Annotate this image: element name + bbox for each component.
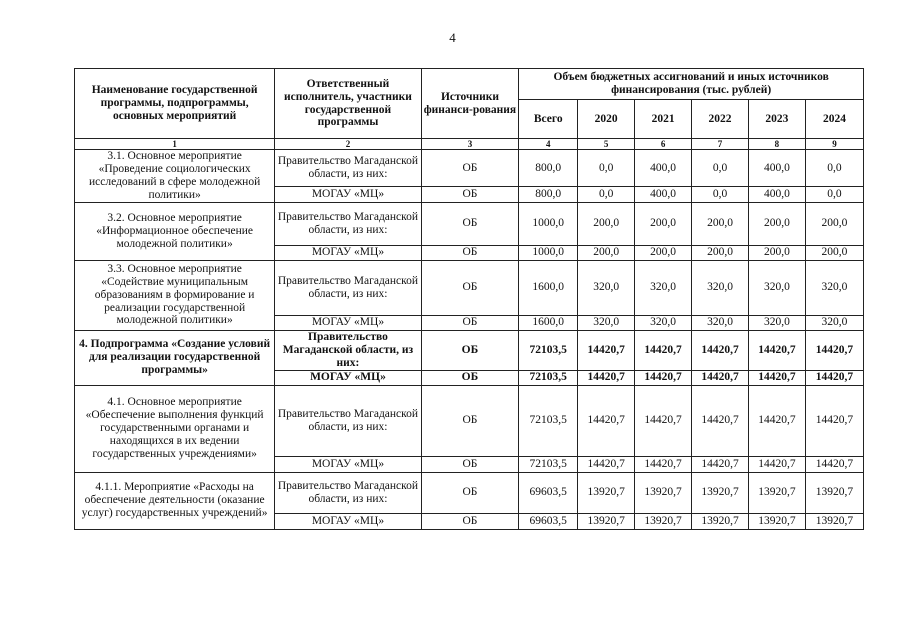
row-source: ОБ [421, 150, 519, 187]
value-cell: 14420,7 [805, 370, 863, 385]
value-cell: 200,0 [748, 202, 805, 245]
table-row [75, 385, 864, 456]
row-source: ОБ [421, 330, 519, 370]
value-cell: 200,0 [748, 245, 805, 260]
value-cell: 72103,5 [519, 385, 578, 456]
column-number: 1 [75, 139, 275, 150]
table-row [75, 260, 864, 315]
row-name: 4. Подпрограмма «Создание условий для реализации государственной программы» [75, 330, 275, 385]
header-responsible: Ответственный исполнитель, участники государственной программы [275, 69, 421, 139]
value-cell: 14420,7 [635, 370, 692, 385]
value-cell: 800,0 [519, 187, 578, 202]
page-number: 4 [449, 30, 456, 45]
value-cell: 400,0 [748, 150, 805, 187]
column-number: 6 [635, 139, 692, 150]
row-source: ОБ [421, 456, 519, 472]
column-number: 4 [519, 139, 578, 150]
value-cell: 72103,5 [519, 370, 578, 385]
row-responsible: Правительство Магаданской области, из них: [275, 260, 421, 315]
header-sources: Источники финанси-рования [421, 69, 519, 139]
row-source: ОБ [421, 472, 519, 513]
row-source: ОБ [421, 385, 519, 456]
column-number: 3 [421, 139, 519, 150]
value-cell: 13920,7 [635, 513, 692, 529]
value-cell: 72103,5 [519, 456, 578, 472]
header-name: Наименование государственной программы, подпрограммы, основных мероприятий [75, 69, 275, 139]
row-name: 3.3. Основное мероприятие «Содействие муниципальным образованиям в формирование и реализации государственной молодежной политики» [75, 260, 275, 330]
value-cell: 320,0 [748, 315, 805, 330]
value-cell: 200,0 [578, 202, 635, 245]
value-cell: 200,0 [805, 202, 863, 245]
value-cell: 200,0 [692, 202, 749, 245]
value-cell: 13920,7 [692, 472, 749, 513]
row-responsible: Правительство Магаданской области, из них: [275, 150, 421, 187]
row-source: ОБ [421, 513, 519, 529]
header-year: 2022 [692, 100, 749, 139]
table-row [75, 150, 864, 187]
row-source: ОБ [421, 187, 519, 202]
row-responsible: МОГАУ «МЦ» [275, 187, 421, 202]
value-cell: 13920,7 [635, 472, 692, 513]
row-source: ОБ [421, 202, 519, 245]
value-cell: 14420,7 [805, 330, 863, 370]
value-cell: 320,0 [748, 260, 805, 315]
value-cell: 200,0 [635, 245, 692, 260]
budget-table [74, 68, 864, 530]
value-cell: 13920,7 [748, 513, 805, 529]
value-cell: 320,0 [692, 260, 749, 315]
header-year: 2020 [578, 100, 635, 139]
value-cell: 1600,0 [519, 315, 578, 330]
value-cell: 13920,7 [805, 472, 863, 513]
value-cell: 1000,0 [519, 202, 578, 245]
header-year: 2024 [805, 100, 863, 139]
row-source: ОБ [421, 260, 519, 315]
value-cell: 320,0 [635, 260, 692, 315]
row-responsible: МОГАУ «МЦ» [275, 245, 421, 260]
value-cell: 14420,7 [578, 456, 635, 472]
value-cell: 14420,7 [635, 330, 692, 370]
value-cell: 13920,7 [578, 472, 635, 513]
value-cell: 0,0 [578, 187, 635, 202]
row-name: 4.1.1. Мероприятие «Расходы на обеспечение деятельности (оказание услуг) государственных учреждений» [75, 472, 275, 529]
value-cell: 200,0 [635, 202, 692, 245]
value-cell: 14420,7 [692, 456, 749, 472]
row-responsible: Правительство Магаданской области, из них: [275, 472, 421, 513]
value-cell: 13920,7 [692, 513, 749, 529]
value-cell: 14420,7 [692, 370, 749, 385]
value-cell: 400,0 [635, 187, 692, 202]
value-cell: 14420,7 [748, 370, 805, 385]
row-responsible: Правительство Магаданской области, из них: [275, 202, 421, 245]
row-responsible: Правительство Магаданской области, из них: [275, 330, 421, 370]
value-cell: 14420,7 [578, 330, 635, 370]
value-cell: 1000,0 [519, 245, 578, 260]
column-number: 9 [805, 139, 863, 150]
value-cell: 14420,7 [635, 456, 692, 472]
value-cell: 400,0 [635, 150, 692, 187]
value-cell: 320,0 [578, 260, 635, 315]
value-cell: 200,0 [692, 245, 749, 260]
row-responsible: МОГАУ «МЦ» [275, 370, 421, 385]
value-cell: 14420,7 [578, 385, 635, 456]
value-cell: 14420,7 [805, 385, 863, 456]
value-cell: 14420,7 [805, 456, 863, 472]
value-cell: 72103,5 [519, 330, 578, 370]
value-cell: 13920,7 [805, 513, 863, 529]
table-row [75, 472, 864, 513]
value-cell: 13920,7 [578, 513, 635, 529]
column-number: 2 [275, 139, 421, 150]
value-cell: 0,0 [692, 150, 749, 187]
value-cell: 14420,7 [748, 456, 805, 472]
column-number: 5 [578, 139, 635, 150]
value-cell: 14420,7 [578, 370, 635, 385]
table-row [75, 330, 864, 370]
value-cell: 69603,5 [519, 513, 578, 529]
value-cell: 320,0 [805, 315, 863, 330]
row-responsible: МОГАУ «МЦ» [275, 513, 421, 529]
value-cell: 0,0 [692, 187, 749, 202]
row-responsible: Правительство Магаданской области, из них: [275, 385, 421, 456]
header-year: 2021 [635, 100, 692, 139]
row-source: ОБ [421, 245, 519, 260]
value-cell: 400,0 [748, 187, 805, 202]
column-number: 8 [748, 139, 805, 150]
value-cell: 13920,7 [748, 472, 805, 513]
value-cell: 800,0 [519, 150, 578, 187]
row-source: ОБ [421, 315, 519, 330]
value-cell: 1600,0 [519, 260, 578, 315]
value-cell: 320,0 [578, 315, 635, 330]
row-source: ОБ [421, 370, 519, 385]
table-row [75, 202, 864, 245]
value-cell: 200,0 [578, 245, 635, 260]
column-number: 7 [692, 139, 749, 150]
value-cell: 14420,7 [748, 385, 805, 456]
value-cell: 200,0 [805, 245, 863, 260]
value-cell: 0,0 [578, 150, 635, 187]
row-name: 4.1. Основное мероприятие «Обеспечение выполнения функций государственными органами и находящихся в их ведении государственных учреждениями» [75, 385, 275, 472]
header-year: 2023 [748, 100, 805, 139]
value-cell: 0,0 [805, 150, 863, 187]
value-cell: 14420,7 [692, 385, 749, 456]
value-cell: 69603,5 [519, 472, 578, 513]
row-name: 3.2. Основное мероприятие «Информационное обеспечение молодежной политики» [75, 202, 275, 260]
value-cell: 0,0 [805, 187, 863, 202]
value-cell: 14420,7 [692, 330, 749, 370]
row-responsible: МОГАУ «МЦ» [275, 456, 421, 472]
value-cell: 14420,7 [748, 330, 805, 370]
header-budget: Объем бюджетных ассигнований и иных источников финансирования (тыс. рублей) [519, 69, 864, 100]
value-cell: 14420,7 [635, 385, 692, 456]
value-cell: 320,0 [692, 315, 749, 330]
value-cell: 320,0 [635, 315, 692, 330]
header-year: Всего [519, 100, 578, 139]
row-responsible: МОГАУ «МЦ» [275, 315, 421, 330]
value-cell: 320,0 [805, 260, 863, 315]
row-name: 3.1. Основное мероприятие «Проведение социологических исследований в сфере молодежной политики» [75, 150, 275, 203]
